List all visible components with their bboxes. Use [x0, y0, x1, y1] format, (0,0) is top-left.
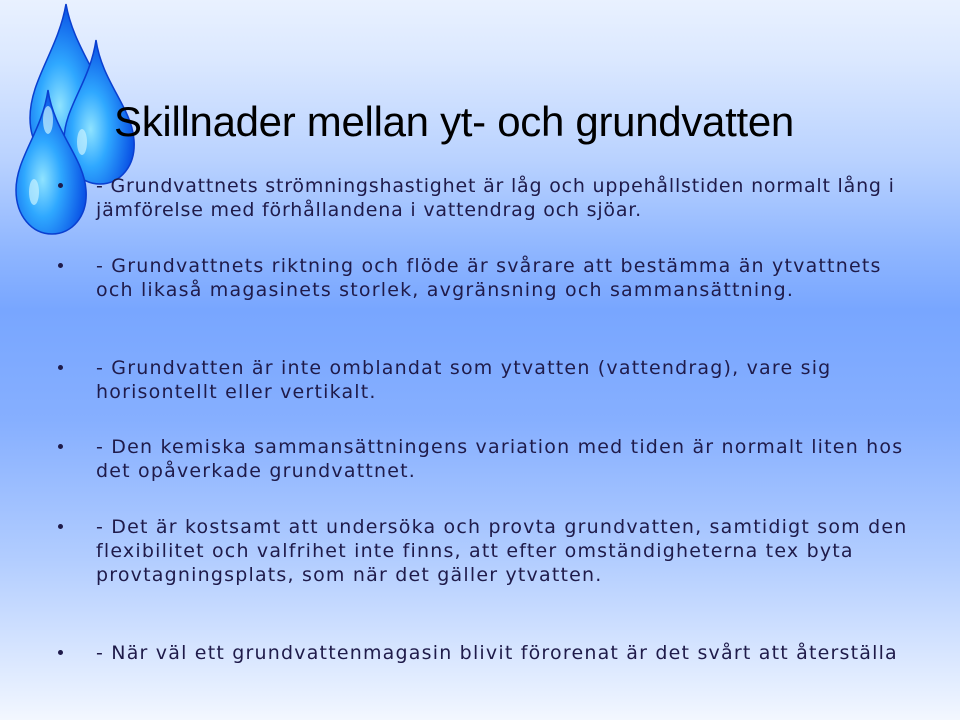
- bullet-dot-icon: [58, 263, 63, 268]
- bullet-item: [96, 356, 916, 404]
- bullet-dot-icon: [58, 183, 63, 188]
- bullet-item: [96, 254, 916, 302]
- bullet-item: [96, 174, 916, 222]
- bullet-item: [96, 435, 916, 483]
- bullet-dot-icon: [58, 365, 63, 370]
- slide-title: Skillnader mellan yt- och grundvatten: [114, 98, 794, 145]
- bullet-text: - Den kemiska sammansättningens variation med tiden är normalt liten hos det opåverkade grundvattnet.: [96, 436, 904, 482]
- bullet-item: [96, 641, 916, 665]
- bullet-item: [96, 515, 916, 587]
- bullet-dot-icon: [58, 650, 63, 655]
- bullet-text: - Grundvatten är inte omblandat som ytvatten (vattendrag), vare sig horisontellt eller vertikalt.: [96, 357, 832, 403]
- bullet-text: - Grundvattnets riktning och flöde är svårare att bestämma än ytvattnets och likaså magasinets storlek, avgränsning och sammansättning.: [96, 255, 882, 301]
- bullet-text: - Det är kostsamt att undersöka och provta grundvatten, samtidigt som den flexibilitet och valfrihet inte finns, att efter omständigheterna tex byta provtagningsplats, som när det gäller ytvatten.: [96, 516, 908, 586]
- bullet-dot-icon: [58, 444, 63, 449]
- bullet-dot-icon: [58, 524, 63, 529]
- bullet-text: - Grundvattnets strömningshastighet är låg och uppehållstiden normalt lång i jämförelse med förhållandena i vattendrag och sjöar.: [96, 175, 895, 221]
- bullet-text: - När väl ett grundvattenmagasin blivit förorenat är det svårt att återställa: [96, 642, 898, 664]
